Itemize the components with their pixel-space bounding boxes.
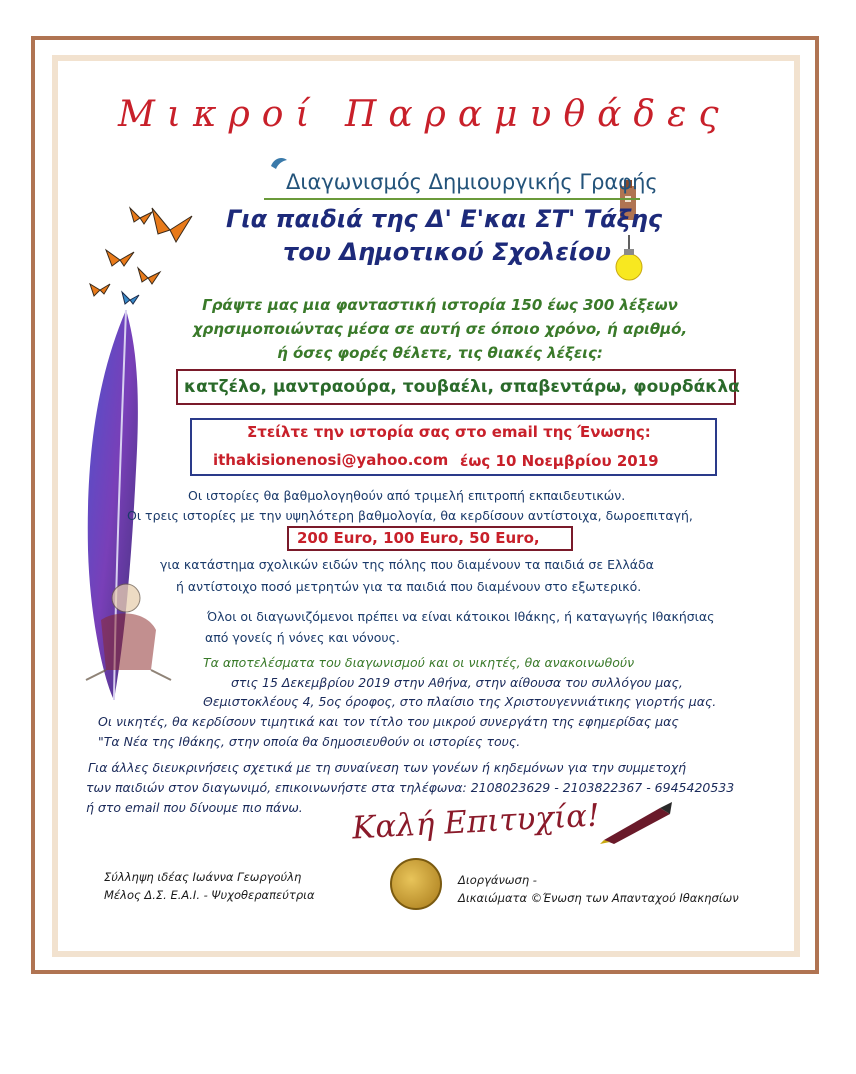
eligibility-line-1: Όλοι οι διαγωνιζόμενοι πρέπει να είναι κάτοικοι Ιθάκης, ή καταγωγής Ιθακήσιας: [207, 609, 715, 624]
judging-line-2: Οι τρεις ιστορίες με την υψηλότερη βαθμολογία, θα κερδίσουν αντίστοιχα, δωροεπιταγή,: [127, 508, 693, 523]
pen-icon: [600, 800, 676, 844]
organizer-line-1: Διοργάνωση -: [458, 873, 537, 887]
intro-line-1: Γράψτε μας μια φανταστική ιστορία 150 έως 300 λέξεων: [202, 296, 678, 314]
grades-line-2: του Δημοτικού Σχολείου: [283, 238, 611, 266]
results-line-2: στις 15 Δεκεμβρίου 2019 στην Αθήνα, στην αίθουσα του συλλόγου μας,: [231, 675, 683, 690]
intro-line-3: ή όσες φορές θέλετε, τις θιακές λέξεις:: [277, 344, 603, 362]
credit-line-1: Σύλληψη ιδέας Ιωάννα Γεωργούλη: [104, 870, 302, 884]
prize-detail-2: ή αντίστοιχο ποσό μετρητών για τα παιδιά που διαμένουν στο εξωτερικό.: [176, 579, 642, 594]
deadline-text: έως 10 Νοεμβρίου 2019: [460, 452, 659, 470]
contact-line-3: ή στο email που δίνουμε πιο πάνω.: [86, 800, 303, 815]
eligibility-line-2: από γονείς ή νόνες και νόνους.: [205, 630, 400, 645]
organizer-line-2: Δικαιώματα ©Ένωση των Απανταχού Ιθακησίων: [458, 891, 739, 905]
winners-line-2: "Τα Νέα της Ιθάκης, στην οποία θα δημοσιευθούν οι ιστορίες τους.: [98, 734, 521, 749]
butterflies-illustration: [70, 200, 210, 340]
judging-line-1: Οι ιστορίες θα βαθμολογηθούν από τριμελή επιτροπή εκπαιδευτικών.: [188, 488, 626, 503]
contact-line-1: Για άλλες διευκρινήσεις σχετικά με τη συναίνεση των γονέων ή κηδεμόνων για την συμμετοχή: [88, 760, 687, 775]
prize-detail-1: για κατάστημα σχολικών ειδών της πόλης που διαμένουν τα παιδιά σε Ελλάδα: [160, 557, 654, 572]
grades-line-1: Για παιδιά της Δ' Ε'και ΣΤ' Τάξης: [226, 205, 663, 233]
dialect-words-box: κατζέλο, μαντραούρα, τουβαέλι, σπαβεντάρω, φουρδάκλα: [176, 369, 736, 405]
email-link[interactable]: ithakisionenosi@yahoo.com: [213, 451, 449, 469]
intro-line-2: χρησιμοποιώντας μέσα σε αυτή σε όποιο χρόνο, ή αριθμό,: [192, 320, 688, 338]
good-luck-text: Καλή Επιτυχία!: [351, 797, 601, 847]
prizes-box: 200 Euro, 100 Euro, 50 Euro,: [287, 526, 573, 551]
contact-line-2: των παιδιών στον διαγωνιμό, επικοινωνήστε στα τηλέφωνα: 2108023629 - 2103822367 - 6945420533: [86, 780, 735, 795]
submission-heading: Στείλτε την ιστορία σας στο email της Ένωσης:: [247, 423, 651, 441]
results-line-3: Θεμιστοκλέους 4, 5ος όροφος, στο πλαίσιο της Χριστουγεννιάτικης γιορτής μας.: [203, 694, 717, 709]
credit-line-2: Μέλος Δ.Σ. Ε.Α.Ι. - Ψυχοθεραπεύτρια: [104, 888, 315, 902]
ancient-coin-icon: [390, 858, 442, 910]
results-line-1: Τα αποτελέσματα του διαγωνισμού και οι νικητές, θα ανακοινωθούν: [203, 655, 635, 670]
subtitle-underline: [264, 198, 640, 200]
lightbulb-icon: [612, 235, 646, 285]
winners-line-1: Οι νικητές, θα κερδίσουν τιμητικά και τον τίτλο του μικρού συνεργάτη της εφημερίδας μας: [98, 714, 679, 729]
page-title: Μικροί Παραμυθάδες: [118, 94, 731, 135]
contest-subtitle: Διαγωνισμός Δημιουργικής Γραφής: [286, 170, 658, 194]
